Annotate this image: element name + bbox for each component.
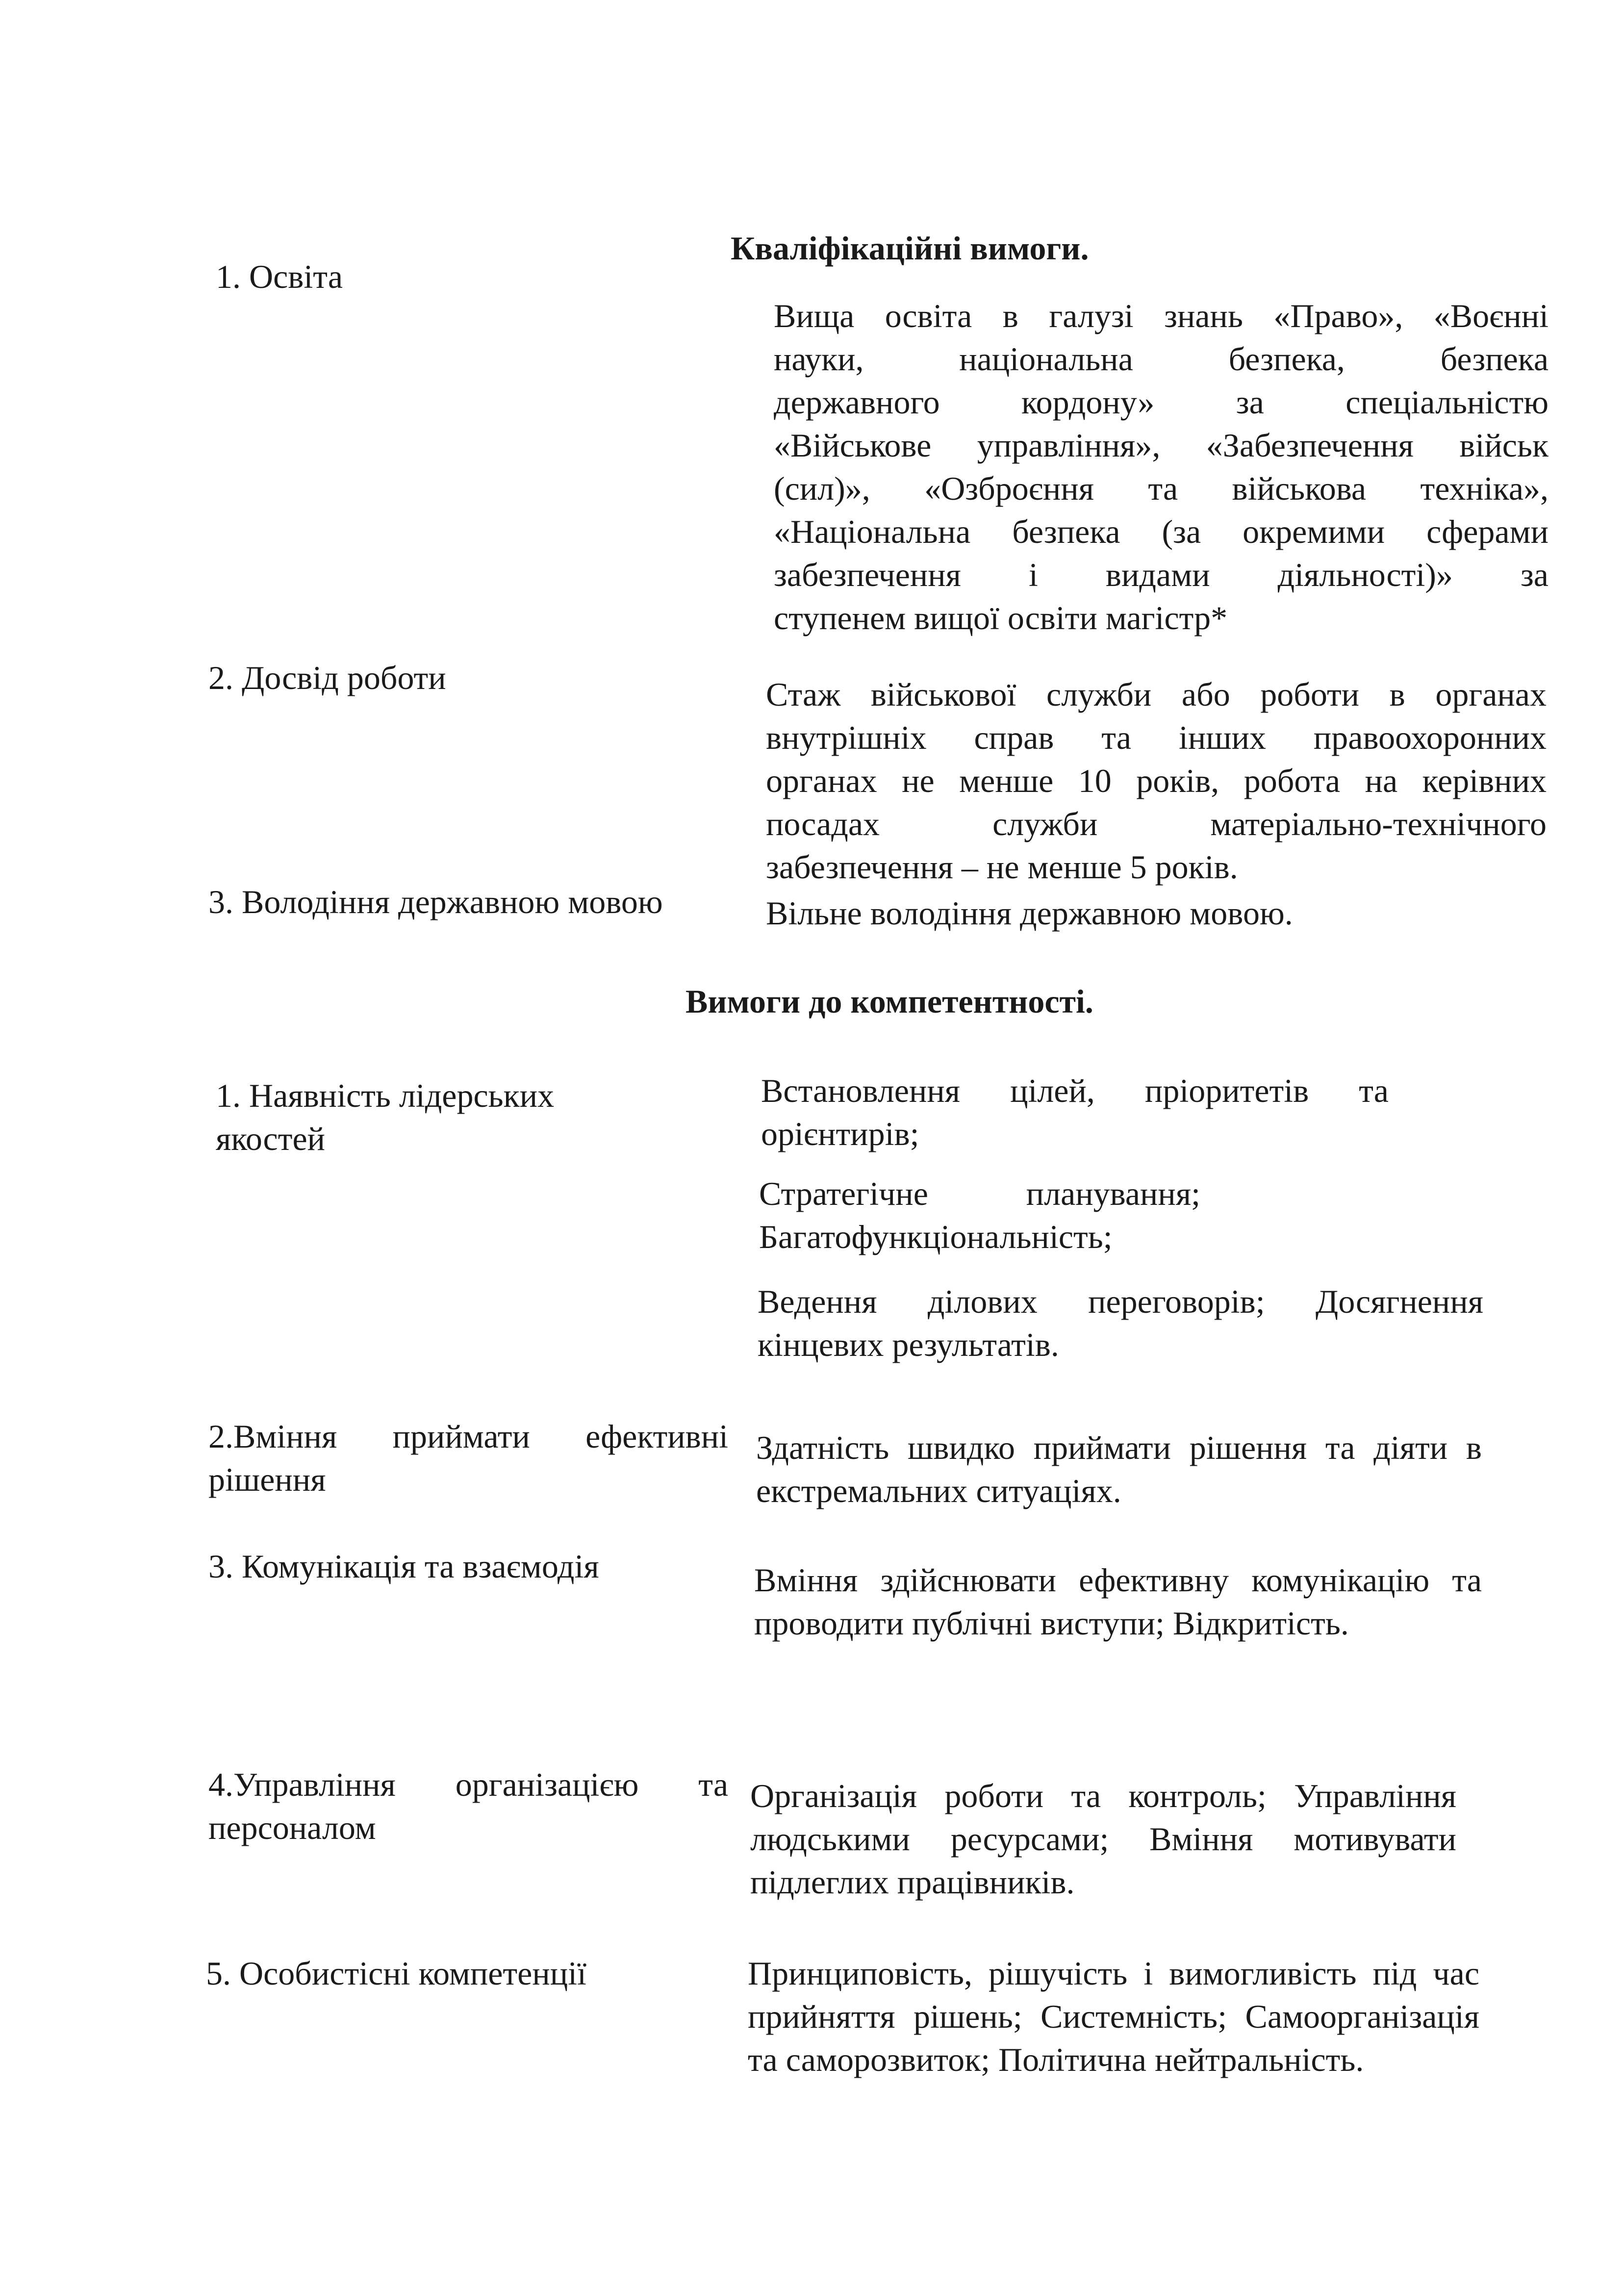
row-label-management: 4.Управління організацією та персоналом [208, 1766, 728, 1846]
experience-line: органах не менше 10 років, робота на керівних [766, 762, 1547, 799]
row-label-language: 3. Володіння державною мовою [208, 883, 663, 920]
row-value-leadership-negotiation: Ведення ділових переговорів; Досягнення кінцевих результатів. [758, 1283, 1483, 1363]
education-line: (сил)», «Озброєння та військова техніка», [774, 470, 1548, 507]
row-value-decisions: Здатність швидко приймати рішення та діяти в екстремальних ситуаціях. [756, 1429, 1482, 1509]
education-line: забезпечення і видами діяльності)» за [774, 556, 1548, 593]
language-line: Вільне володіння державною мовою. [766, 894, 1293, 932]
education-line: Вища освіта в галузі знань «Право», «Воєнні [774, 297, 1548, 334]
competence-heading: Вимоги до компетентності. [685, 983, 1093, 1020]
row-value-leadership-planning: Стратегічне планування; Багатофункціональність; [759, 1175, 1200, 1255]
row-value-experience [766, 673, 1547, 889]
education-line: науки, національна безпека, безпека [774, 340, 1548, 378]
qualifications-heading: Кваліфікаційні вимоги. [731, 229, 1089, 267]
row-value-education [774, 294, 1548, 639]
experience-line: Стаж військової служби або роботи в органах [766, 676, 1547, 713]
row-value-management: Організація роботи та контроль; Управління людськими ресурсами; Вміння мотивувати підлеглих працівників. [750, 1777, 1456, 1901]
education-line: державного кордону» за спеціальністю [774, 383, 1548, 421]
row-value-language [766, 892, 1547, 935]
row-value-leadership: Встановлення цілей, пріоритетів та орієнтирів; [761, 1072, 1389, 1152]
row-label-decisions: 2.Вміння приймати ефективні рішення [208, 1418, 728, 1498]
row-label-personal: 5. Особистісні компетенції [206, 1955, 586, 1992]
row-value-communication: Вміння здійснювати ефективну комунікацію та проводити публічні виступи; Відкритість. [754, 1561, 1482, 1642]
experience-line: посадах служби матеріально-технічного [766, 805, 1547, 842]
education-line: ступенем вищої освіти магістр* [774, 599, 1228, 637]
row-label-communication: 3. Комунікація та взаємодія [208, 1548, 599, 1585]
row-label-education: 1. Освіта [216, 258, 343, 295]
row-value-personal: Принциповість, рішучість і вимогливість під час прийняття рішень; Системність; Самоорганізація та саморозвиток; Політична нейтральність. [748, 1955, 1479, 2078]
education-line: «Військове управління», «Забезпечення військ [774, 427, 1548, 464]
row-label-leadership: 1. Наявність лідерських якостей [216, 1077, 555, 1157]
row-label-experience: 2. Досвід роботи [208, 659, 446, 696]
experience-line: внутрішніх справ та інших правоохоронних [766, 719, 1547, 756]
education-line: «Національна безпека (за окремими сферами [774, 513, 1548, 550]
experience-line: забезпечення – не менше 5 років. [766, 848, 1238, 886]
